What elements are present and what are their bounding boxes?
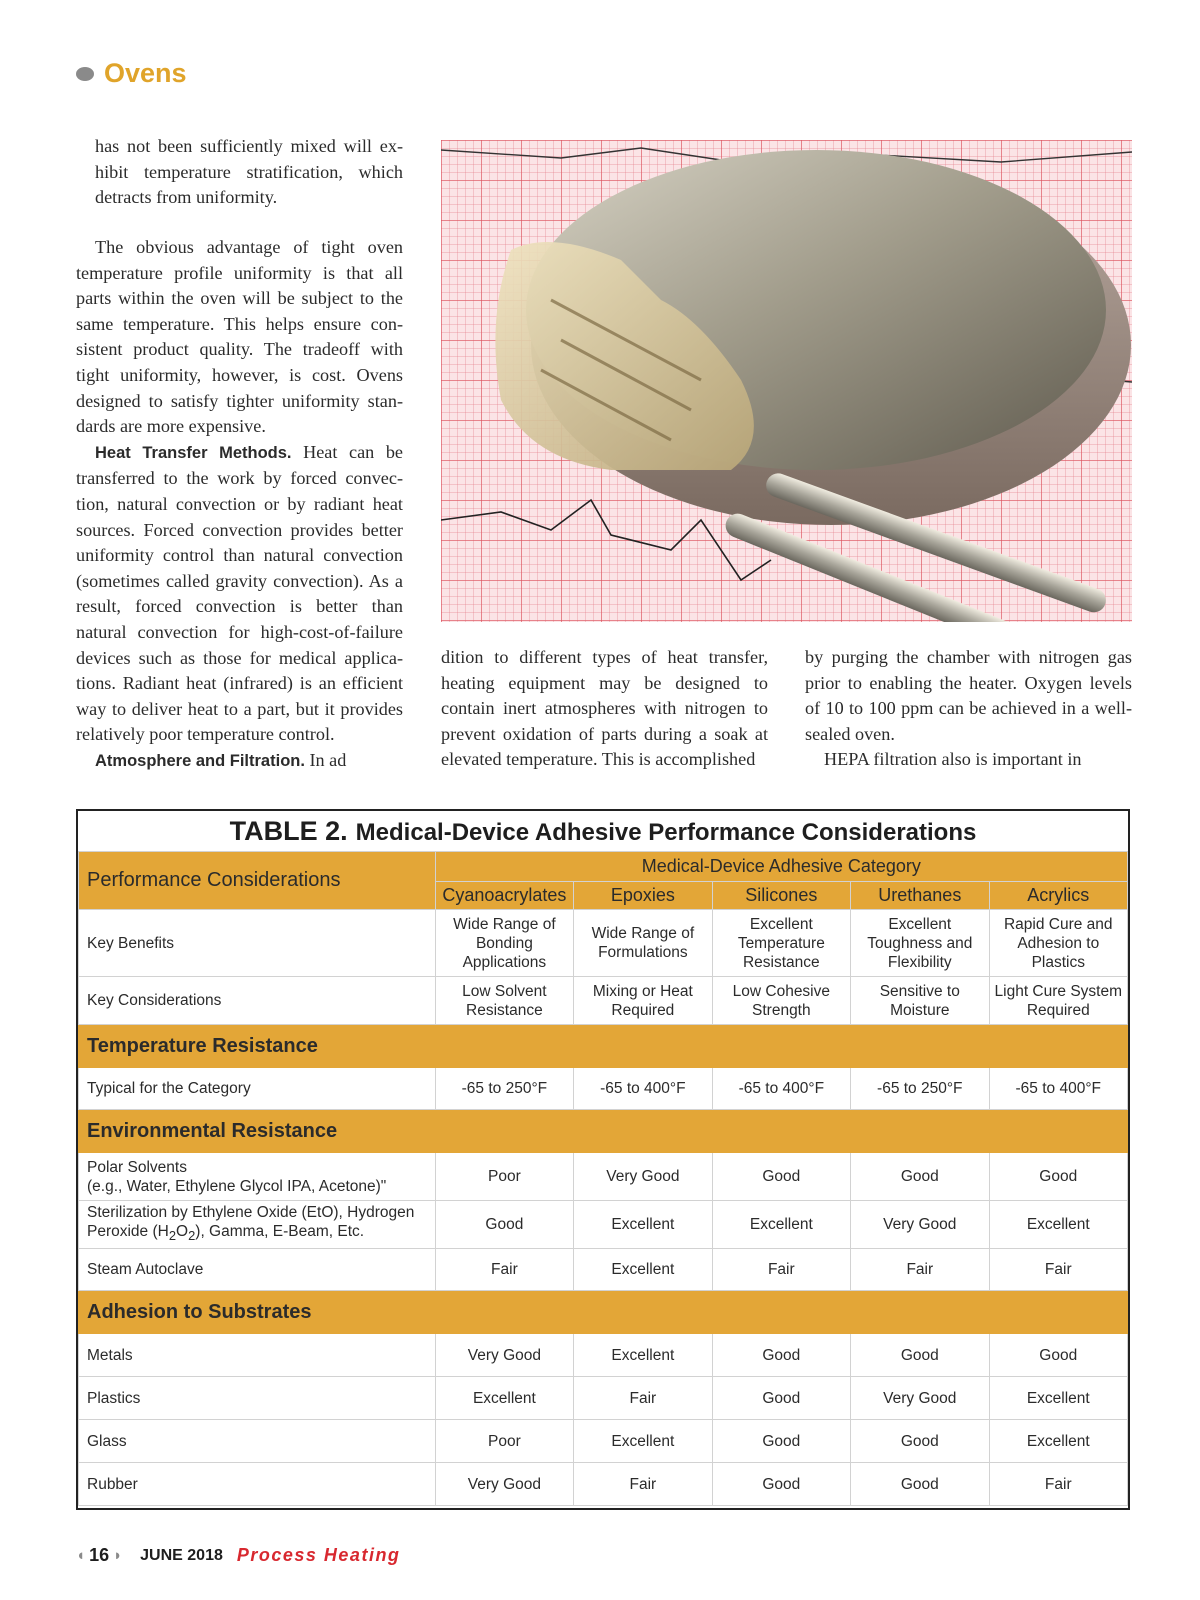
- row-label: Typical for the Category: [79, 1068, 436, 1110]
- row-label-line1: Polar Solvents: [87, 1158, 187, 1176]
- section-label: Temperature Resistance: [79, 1025, 1128, 1068]
- table-cell: Sensitive to Moisture: [851, 977, 989, 1025]
- page-number: 16: [89, 1545, 110, 1565]
- table-cell: Good: [435, 1201, 573, 1249]
- table-cell: Poor: [435, 1420, 573, 1463]
- table-cell: Very Good: [435, 1334, 573, 1377]
- table-cell: Fair: [574, 1463, 712, 1506]
- table-cell: Excellent Toughness and Flexibility: [851, 910, 989, 977]
- pacemaker-illustration: [441, 140, 1132, 622]
- table-cell: Good: [851, 1463, 989, 1506]
- table-cell: Excellent: [989, 1377, 1127, 1420]
- table-cell: Good: [712, 1420, 850, 1463]
- column-header: Acrylics: [989, 882, 1127, 910]
- row-label-line2c: ), Gamma, E-Beam, Etc.: [195, 1223, 365, 1241]
- atmosphere-heading: Atmosphere and Filtration.: [95, 751, 305, 770]
- table-cell: Very Good: [435, 1463, 573, 1506]
- table-cell: Excellent: [574, 1201, 712, 1249]
- table-cell: Good: [851, 1420, 989, 1463]
- table-cell: Good: [712, 1377, 850, 1420]
- table-cell: Excellent Temperature Resistance: [712, 910, 850, 977]
- column-1-top: [95, 134, 403, 211]
- table-cell: -65 to 400°F: [989, 1068, 1127, 1110]
- table-cell: Mixing or Heat Required: [574, 977, 712, 1025]
- table-cell: Excellent: [989, 1420, 1127, 1463]
- paragraph-heat-transfer: [76, 440, 403, 748]
- row-label-line1: Sterilization by Ethylene Oxide (EtO), Hydrogen: [87, 1204, 415, 1222]
- paragraph-atmosphere: [76, 748, 403, 775]
- row-label-line2a: Peroxide (H: [87, 1223, 169, 1241]
- table-number: TABLE 2.: [229, 816, 348, 846]
- paragraph-column-2: dition to different types of heat transfer, heating equipment may be designed to contain inert atmospheres with nitrogen to prevent oxidation of parts during a soak at elevated temperature. This is accomplished: [441, 647, 768, 770]
- table-cell: Rapid Cure and Adhesion to Plastics: [989, 910, 1127, 977]
- table-row: [79, 1377, 1128, 1420]
- row-label: Metals: [79, 1334, 436, 1377]
- section-label: Environmental Resistance: [79, 1110, 1128, 1153]
- table-cell: Poor: [435, 1153, 573, 1201]
- table-cell: Fair: [712, 1249, 850, 1291]
- subscript: 2: [188, 1228, 196, 1244]
- section-title: Ovens: [104, 58, 187, 88]
- column-header: Silicones: [712, 882, 850, 910]
- column-1: [76, 235, 403, 774]
- row-label: Rubber: [79, 1463, 436, 1506]
- table-cell: Good: [851, 1153, 989, 1201]
- table-row: [79, 1463, 1128, 1506]
- row-label: [79, 1201, 436, 1249]
- row-label: Key Benefits: [79, 910, 436, 977]
- subscript: 2: [168, 1228, 177, 1244]
- section-label: Adhesion to Substrates: [79, 1291, 1128, 1334]
- paragraph-column-3a: by purging the chamber with nitrogen gas prior to enabling the heater. Oxygen levels of 10 to 100 ppm can be achieved in a well-sealed oven.: [805, 647, 1132, 744]
- table-cell: Good: [712, 1334, 850, 1377]
- table-title: [78, 811, 1128, 851]
- table-row: [79, 1068, 1128, 1110]
- table-cell: Very Good: [574, 1153, 712, 1201]
- table-cell: Good: [989, 1334, 1127, 1377]
- page-left-marker-icon: ◖: [76, 1547, 86, 1564]
- row-label: Glass: [79, 1420, 436, 1463]
- table-cell: Good: [712, 1153, 850, 1201]
- table-cell: Excellent: [574, 1420, 712, 1463]
- table-cell: Good: [712, 1463, 850, 1506]
- paragraph-uniformity: The obvious advantage of tight oven temperature profile uniformity is that all parts within the oven will be subject to the same temperature. This helps ensure consistent product quality. The tradeoff with tight uniformity, however, is cost. Ovens designed to satisfy tighter uniformity standards are more expensive.: [76, 237, 403, 437]
- row-label-line2b: O: [176, 1223, 189, 1241]
- table-cell: Low Cohesive Strength: [712, 977, 850, 1025]
- section-row: [79, 1025, 1128, 1068]
- table-cell: Wide Range of Bonding Applications: [435, 910, 573, 977]
- table-cell: Fair: [989, 1463, 1127, 1506]
- table-row: [79, 1334, 1128, 1377]
- table-cell: Excellent: [574, 1249, 712, 1291]
- table-cell: Very Good: [851, 1377, 989, 1420]
- table-cell: Excellent: [989, 1201, 1127, 1249]
- table-row: [79, 1420, 1128, 1463]
- table-row: [79, 1201, 1128, 1249]
- page-right-marker-icon: ◗: [113, 1547, 123, 1564]
- table-cell: Low Solvent Resistance: [435, 977, 573, 1025]
- table-row: [79, 977, 1128, 1025]
- table-row: [79, 910, 1128, 977]
- table-cell: Fair: [435, 1249, 573, 1291]
- paragraph-continuation: has not been sufficiently mixed will exhibit temperature stratification, which detracts from uniformity.: [95, 136, 403, 208]
- issue-date: JUNE 2018: [140, 1546, 223, 1564]
- column-header: Epoxies: [574, 882, 712, 910]
- table-cell: -65 to 400°F: [574, 1068, 712, 1110]
- table-cell: Very Good: [851, 1201, 989, 1249]
- table-caption: Medical-Device Adhesive Performance Considerations: [355, 819, 977, 846]
- table-cell: Fair: [989, 1249, 1127, 1291]
- column-2: [441, 645, 768, 773]
- column-header: Cyanoacrylates: [435, 882, 573, 910]
- adhesive-table: [76, 809, 1130, 1510]
- row-label: [79, 1153, 436, 1201]
- table-cell: Good: [989, 1153, 1127, 1201]
- table-cell: Excellent: [712, 1201, 850, 1249]
- table-cell: Wide Range of Formulations: [574, 910, 712, 977]
- heat-transfer-heading: Heat Transfer Methods.: [95, 443, 292, 462]
- section-row: [79, 1110, 1128, 1153]
- paragraph-column-3b: HEPA filtration also is important in: [824, 749, 1082, 770]
- row-label: Key Considerations: [79, 977, 436, 1025]
- table-header-row: [79, 852, 1128, 882]
- page-footer: [76, 1545, 400, 1566]
- category-header: Medical-Device Adhesive Category: [435, 852, 1127, 882]
- row-label: Steam Autoclave: [79, 1249, 436, 1291]
- adhesive-table-grid: [78, 851, 1128, 1506]
- table-row: [79, 1153, 1128, 1201]
- atmosphere-text: In ad: [309, 749, 347, 770]
- section-bullet-icon: [76, 67, 94, 81]
- column-header: Urethanes: [851, 882, 989, 910]
- table-cell: -65 to 400°F: [712, 1068, 850, 1110]
- table-cell: Light Cure System Required: [989, 977, 1127, 1025]
- table-row: [79, 1249, 1128, 1291]
- table-cell: Fair: [851, 1249, 989, 1291]
- column-3: [805, 645, 1132, 773]
- magazine-name: Process Heating: [236, 1545, 401, 1565]
- table-cell: Excellent: [574, 1334, 712, 1377]
- table-cell: Fair: [574, 1377, 712, 1420]
- row-label-line2: (e.g., Water, Ethylene Glycol IPA, Acetone)": [87, 1177, 387, 1195]
- section-row: [79, 1291, 1128, 1334]
- table-cell: -65 to 250°F: [851, 1068, 989, 1110]
- table-cell: Excellent: [435, 1377, 573, 1420]
- section-header: [76, 58, 187, 89]
- table-cell: Good: [851, 1334, 989, 1377]
- heat-transfer-text: Heat can be transferred to the work by forced convection, natural convection or by radiant heat sources. Forced convection provides better uniformity control than natural convection (sometimes called gravity convection). As a result, forced convection is better than natural convection for high-cost-of-failure devices such as those for medical applications. Radiant heat (infrared) is an efficient way to deliver heat to a part, but it provides relatively poor temperature control.: [76, 441, 403, 745]
- table-cell: -65 to 250°F: [435, 1068, 573, 1110]
- row-label: Plastics: [79, 1377, 436, 1420]
- performance-header: Performance Considerations: [79, 852, 436, 910]
- pacemaker-photo: [441, 140, 1132, 622]
